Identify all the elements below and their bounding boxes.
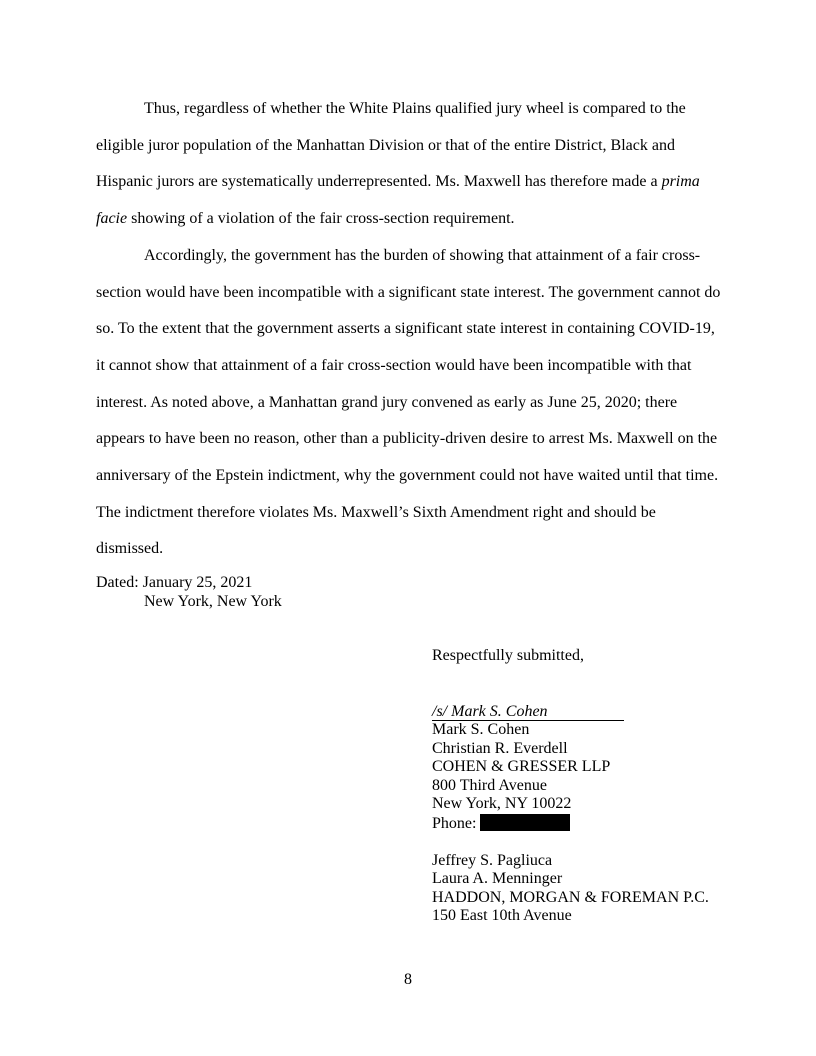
paragraph-1-text: Thus, regardless of whether the White Plains qualified jury wheel is compared to the eligible juror population of the Manhattan Division or that of the entire District, Black and Hispanic jurors are systematically underrepresented. Ms. Maxwell has therefore made a [96, 100, 686, 191]
paragraph-1-text-end: showing of a violation of the fair cross-section requirement. [127, 210, 515, 228]
firm-name: HADDON, MORGAN & FOREMAN P.C. [432, 888, 709, 906]
firm-address-line: New York, NY 10022 [432, 795, 572, 812]
paragraph-1-italic: prima facie [96, 173, 700, 228]
firm-address-line: 800 Third Avenue [432, 776, 547, 794]
attorney-name: Laura A. Menninger [432, 870, 563, 887]
spacer [432, 833, 709, 852]
body-text [96, 91, 721, 568]
attorney-name: Christian R. Everdell [432, 739, 568, 757]
page-number: 8 [404, 971, 412, 988]
attorney-name: Jeffrey S. Pagliuca [432, 851, 553, 869]
closing: Respectfully submitted, [432, 647, 584, 664]
firm-address-line: 150 East 10th Avenue [432, 907, 572, 924]
dated-line: Dated: January 25, 2021 [96, 574, 253, 591]
dated-block [96, 574, 282, 611]
spacer [432, 666, 709, 703]
e-signature-row [432, 703, 709, 722]
phone-label: Phone: [432, 814, 477, 832]
paragraph-1 [96, 91, 721, 238]
signature-block [432, 647, 709, 926]
redaction-box [480, 814, 570, 831]
dated-location: New York, New York [144, 592, 282, 610]
attorney-name: Mark S. Cohen [432, 721, 530, 738]
paragraph-2: Accordingly, the government has the burden of showing that attainment of a fair cross-section would have been incompatible with a significant state interest. The government cannot do so. To the extent that the government asserts a significant state interest in containing COVID-19, it cannot show that attainment of a fair cross-section would have been incompatible with that interest. As noted above, a Manhattan grand jury convened as early as June 25, 2020; there appears to have been no reason, other than a publicity-driven desire to arrest Ms. Maxwell on the anniversary of the Epstein indictment, why the government could not have waited until that time. The indictment therefore violates Ms. Maxwell’s Sixth Amendment right and should be dismissed. [96, 246, 721, 558]
phone-row [432, 814, 709, 834]
firm-name: COHEN & GRESSER LLP [432, 758, 611, 775]
e-signature: /s/ Mark S. Cohen [432, 703, 624, 721]
